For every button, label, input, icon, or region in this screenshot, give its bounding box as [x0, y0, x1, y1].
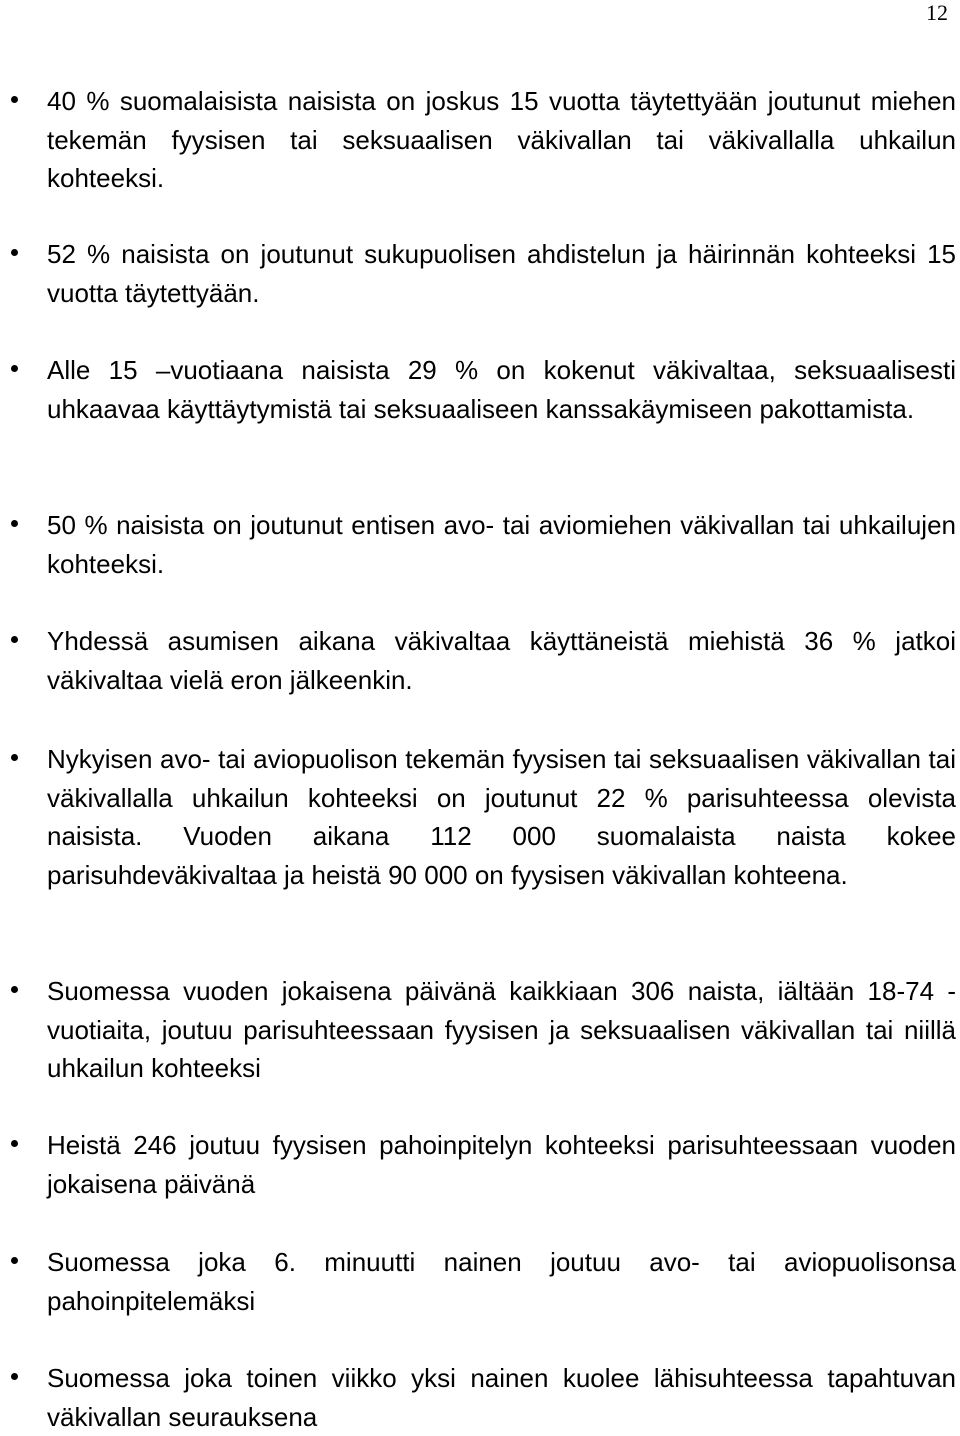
- bullet-text: 50 % naisista on joutunut entisen avo- tai aviomiehen väkivallan tai uhkailujen kohteeksi.: [47, 510, 956, 579]
- bullet-dot-icon: [11, 986, 18, 993]
- bullet-dot-icon: [11, 1140, 18, 1147]
- bullet-text: Yhdessä asumisen aikana väkivaltaa käyttäneistä miehistä 36 % jatkoi väkivaltaa vielä eron jälkeenkin.: [47, 626, 956, 695]
- bullet-dot-icon: [11, 520, 18, 527]
- bullet-text: 40 % suomalaisista naisista on joskus 15 vuotta täytettyään joutunut miehen tekemän fyysisen tai seksuaalisen väkivallan tai väkivallalla uhkailun kohteeksi.: [47, 86, 956, 193]
- bullet-text: Suomessa joka toinen viikko yksi nainen kuolee lähisuhteessa tapahtuvan väkivallan seurauksena: [47, 1363, 956, 1432]
- bullet-text: Suomessa vuoden jokaisena päivänä kaikkiaan 306 naista, iältään 18-74 -vuotiaita, joutuu parisuhteessaan fyysisen ja seksuaalisen väkivallan tai niillä uhkailun kohteeksi: [47, 976, 956, 1083]
- bullet-dot-icon: [11, 1257, 18, 1264]
- bullet-text: Suomessa joka 6. minuutti nainen joutuu avo- tai aviopuolisonsa pahoinpitelemäksi: [47, 1247, 956, 1316]
- bullet-dot-icon: [11, 754, 18, 761]
- bullet-dot-icon: [11, 96, 18, 103]
- bullet-dot-icon: [11, 1373, 18, 1380]
- bullet-text: 52 % naisista on joutunut sukupuolisen ahdistelun ja häirinnän kohteeksi 15 vuotta täytettyään.: [47, 239, 956, 308]
- bullet-dot-icon: [11, 636, 18, 643]
- bullet-text: Nykyisen avo- tai aviopuolison tekemän fyysisen tai seksuaalisen väkivallan tai väkivallalla uhkailun kohteeksi on joutunut 22 % parisuhteessa olevista naisista. Vuoden aikana 112 000 suomalaista naista kokee parisuhdeväkivaltaa ja heistä 90 000 on fyysisen väkivallan kohteena.: [47, 744, 956, 890]
- page-number: 12: [926, 0, 948, 25]
- bullet-dot-icon: [11, 365, 18, 372]
- bullet-text: Heistä 246 joutuu fyysisen pahoinpitelyn kohteeksi parisuhteessaan vuoden jokaisena päivänä: [47, 1130, 956, 1199]
- bullet-text: Alle 15 –vuotiaana naisista 29 % on kokenut väkivaltaa, seksuaalisesti uhkaavaa käyttäytymistä tai seksuaaliseen kanssakäymiseen pakottamista.: [47, 355, 956, 424]
- bullet-dot-icon: [11, 249, 18, 256]
